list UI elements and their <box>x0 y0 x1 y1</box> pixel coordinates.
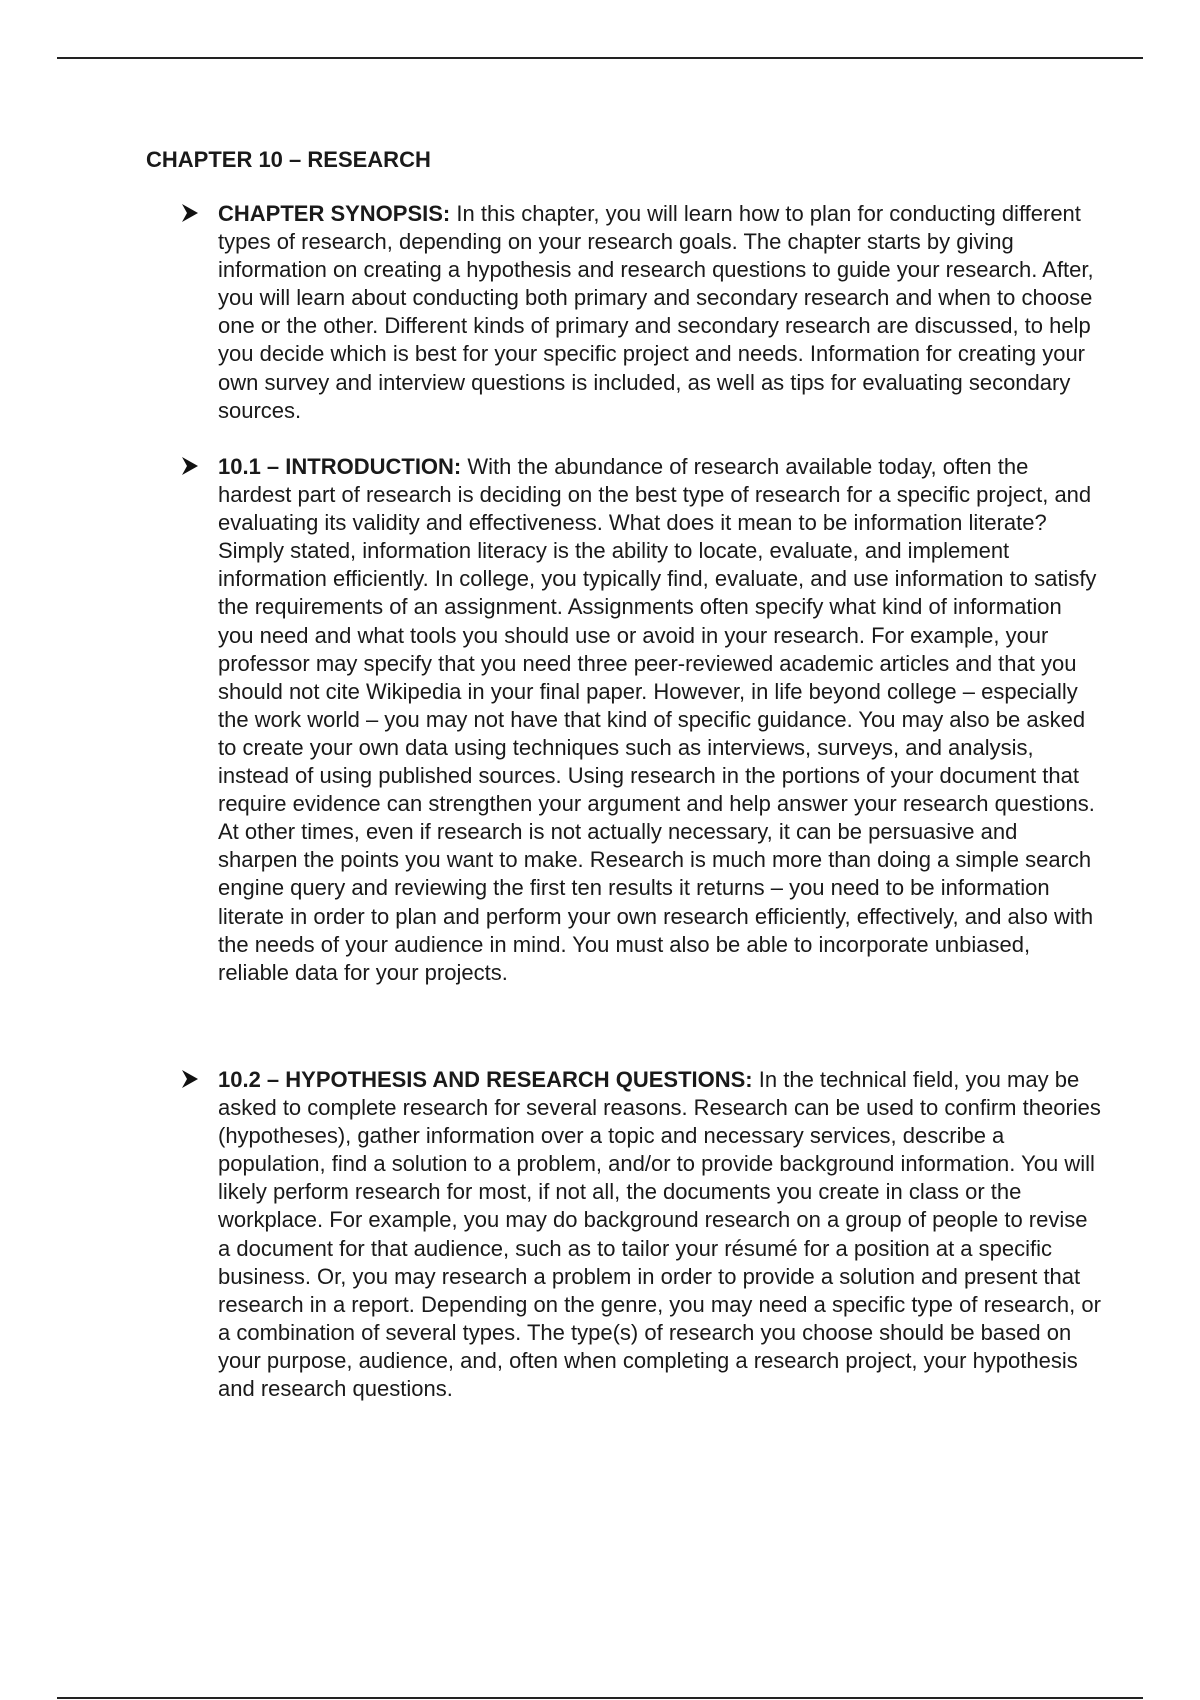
header-rule <box>57 57 1143 59</box>
section-paragraph <box>218 1066 1101 1403</box>
arrowhead-bullet-icon <box>181 203 199 223</box>
arrowhead-bullet-icon <box>181 1069 199 1089</box>
section-paragraph <box>218 453 1101 987</box>
section-introduction <box>181 453 1101 987</box>
section-heading: 10.1 – INTRODUCTION: <box>218 454 462 479</box>
section-hypothesis-and-research-questions <box>181 1066 1101 1403</box>
chapter-title: CHAPTER 10 – RESEARCH <box>146 147 431 172</box>
section-heading: 10.2 – HYPOTHESIS AND RESEARCH QUESTIONS: <box>218 1067 753 1092</box>
arrowhead-bullet-icon <box>181 456 199 476</box>
section-text: In the technical field, you may be asked to complete research for several reasons. Research can be used to confirm theories (hypotheses), gather information over a topic and necessary services, describe a population, find a solution to a problem, and/or to provide background information. You will likely perform research for most, if not all, the documents you create in class or the workplace. For example, you may do background research on a group of people to revise a document for that audience, such as to tailor your résumé for a position at a specific business. Or, you may research a problem in order to provide a solution and present that research in a report. Depending on the genre, you may need a specific type of research, or a combination of several types. The type(s) of research you choose should be based on your purpose, audience, and, often when completing a research project, your hypothesis and research questions. <box>218 1067 1101 1402</box>
section-chapter-synopsis <box>181 200 1101 425</box>
section-text: With the abundance of research available today, often the hardest part of research is deciding on the best type of research for a specific project, and evaluating its validity and effectiveness. What does it mean to be information literate? Simply stated, information literacy is the ability to locate, evaluate, and implement information efficiently. In college, you typically find, evaluate, and use information to satisfy the requirements of an assignment. Assignments often specify what kind of information you need and what tools you should use or avoid in your research. For example, your professor may specify that you need three peer-reviewed academic articles and that you should not cite Wikipedia in your final paper. However, in life beyond college – especially the work world – you may not have that kind of specific guidance. You may also be asked to create your own data using techniques such as interviews, surveys, and analysis, instead of using published sources. Using research in the portions of your document that require evidence can strengthen your argument and help answer your research questions. At other times, even if research is not actually necessary, it can be persuasive and sharpen the points you want to make. Research is much more than doing a simple search engine query and reviewing the first ten results it returns – you need to be information literate in order to plan and perform your own research efficiently, effectively, and also with the needs of your audience in mind. You must also be able to incorporate unbiased, reliable data for your projects. <box>218 454 1097 985</box>
section-paragraph <box>218 200 1101 425</box>
section-heading: CHAPTER SYNOPSIS: <box>218 201 451 226</box>
footer-rule <box>57 1697 1143 1699</box>
section-text: In this chapter, you will learn how to plan for conducting different types of research, depending on your research goals. The chapter starts by giving information on creating a hypothesis and research questions to guide your research. After, you will learn about conducting both primary and secondary research and when to choose one or the other. Different kinds of primary and secondary research are discussed, to help you decide which is best for your specific project and needs. Information for creating your own survey and interview questions is included, as well as tips for evaluating secondary sources. <box>218 201 1094 423</box>
